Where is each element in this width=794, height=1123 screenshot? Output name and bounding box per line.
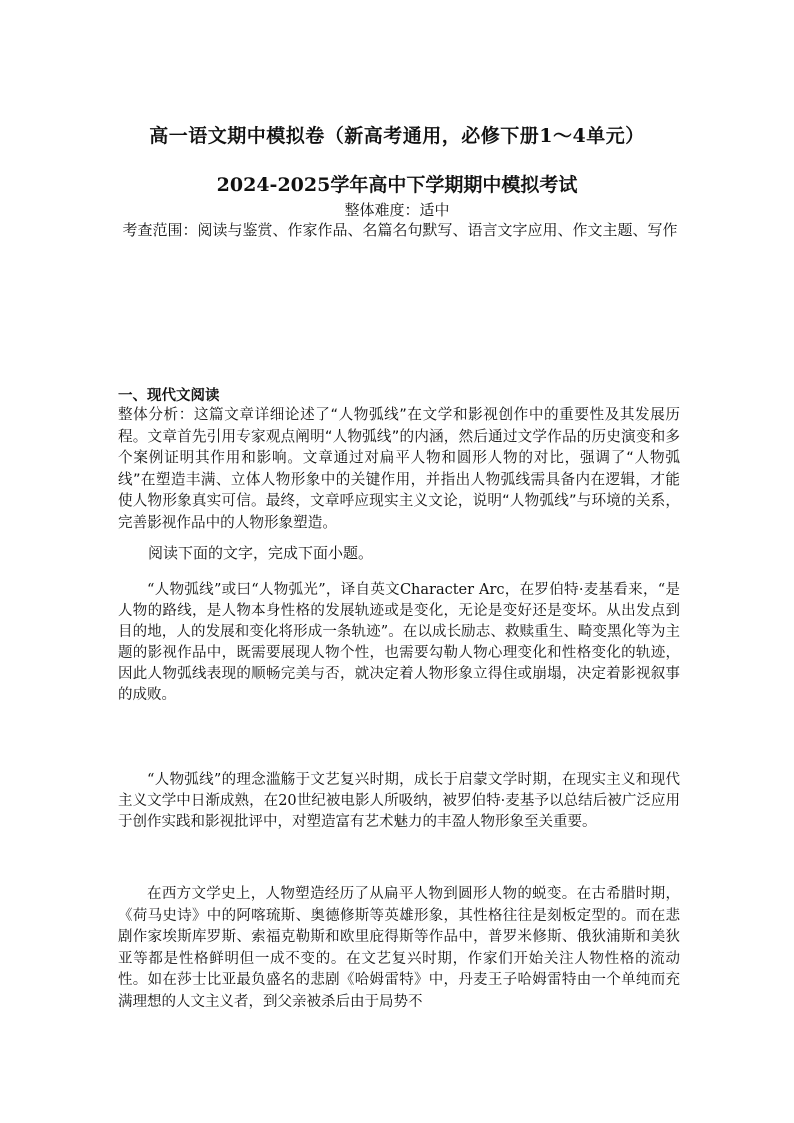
passage-paragraph-1-part-a: “人物弧线”或曰“人物弧光”，译自英文Character Arc，在罗伯特·麦基看来，“是人物的路线，是人物本身性格的发展轨迹或是变化，无论是变好还是变坏。从出发点到目的地，人的发展和变化将形成一条轨迹”。: [118, 582, 680, 640]
document-subtitle: 2024-2025学年高中下学期期中模拟考试: [216, 174, 578, 196]
passage-paragraph-3: 在西方文学史上，人物塑造经历了从扁平人物到圆形人物的蜕变。在古希腊时期，《荷马史诗》中的阿喀琉斯、奥德修斯等英雄形象，其性格往往是刻板定型的。而在悲剧作家埃斯库罗斯、索福克勒斯和欧里庇得斯等作品中，普罗米修斯、俄狄浦斯和美狄亚等都是性格鲜明但一成不变的。在文艺复兴时期，作家们开始关注人物性格的流动性。如在莎士比亚最负盛名的悲剧《哈姆雷特》中，丹麦王子哈姆雷特由一个单纯而充满理想的人文主义者，到父亲被杀后由于局势不: [118, 886, 680, 1010]
document-title: 高一语文期中模拟卷（新高考通用，必修下册1～4单元）: [149, 125, 645, 147]
passage-paragraph-1-part-b: 在以成长励志、救赎重生、畸变黑化等为主题的影视作品中，既需要展现人物个性，也需要勾勒人物心理变化和性格变化的轨迹，因此人物弧线表现的顺畅完美与否，就决定着人物形象立得住或崩塌，决定着影视叙事的成败。: [118, 624, 680, 703]
analysis-paragraph: 整体分析：这篇文章详细论述了“人物弧线”在文学和影视创作中的重要性及其发展历程。文章首先引用专家观点阐明“人物弧线”的内涵，然后通过文学作品的历史演变和多个案例证明其作用和影响。文章通过对扁平人物和圆形人物的对比，强调了“人物弧线”在塑造丰满、立体人物形象中的关键作用，并指出人物弧线需具备内在逻辑，才能使人物形象真实可信。最终，文章呼应现实主义文论，说明“人物弧线”与环境的关系，完善影视作品中的人物形象塑造。: [118, 406, 680, 531]
scope-label: 考查范围：阅读与鉴赏、作家作品、名篇名句默写、语言文字应用、作文主题、写作: [122, 221, 678, 239]
passage-paragraph-2: [118, 770, 680, 833]
reading-instruction: 阅读下面的文字，完成下面小题。: [148, 544, 374, 562]
passage-paragraph-2-part-b: 被罗伯特·麦基予以总结后被广泛应用于创作实践和影视批评中，对塑造富有艺术魅力的丰盈人物形象至关重要。: [118, 793, 681, 830]
section-heading: 一、现代文阅读: [118, 388, 220, 404]
passage-paragraph-1: [118, 580, 680, 706]
difficulty-label: 整体难度：适中: [344, 201, 450, 219]
passage-paragraph-2-part-a: “人物弧线”的理念滥觞于文艺复兴时期，成长于启蒙文学时期，在现实主义和现代主义文学中日渐成熟，在20世纪被电影人所吸纳，: [118, 772, 680, 809]
